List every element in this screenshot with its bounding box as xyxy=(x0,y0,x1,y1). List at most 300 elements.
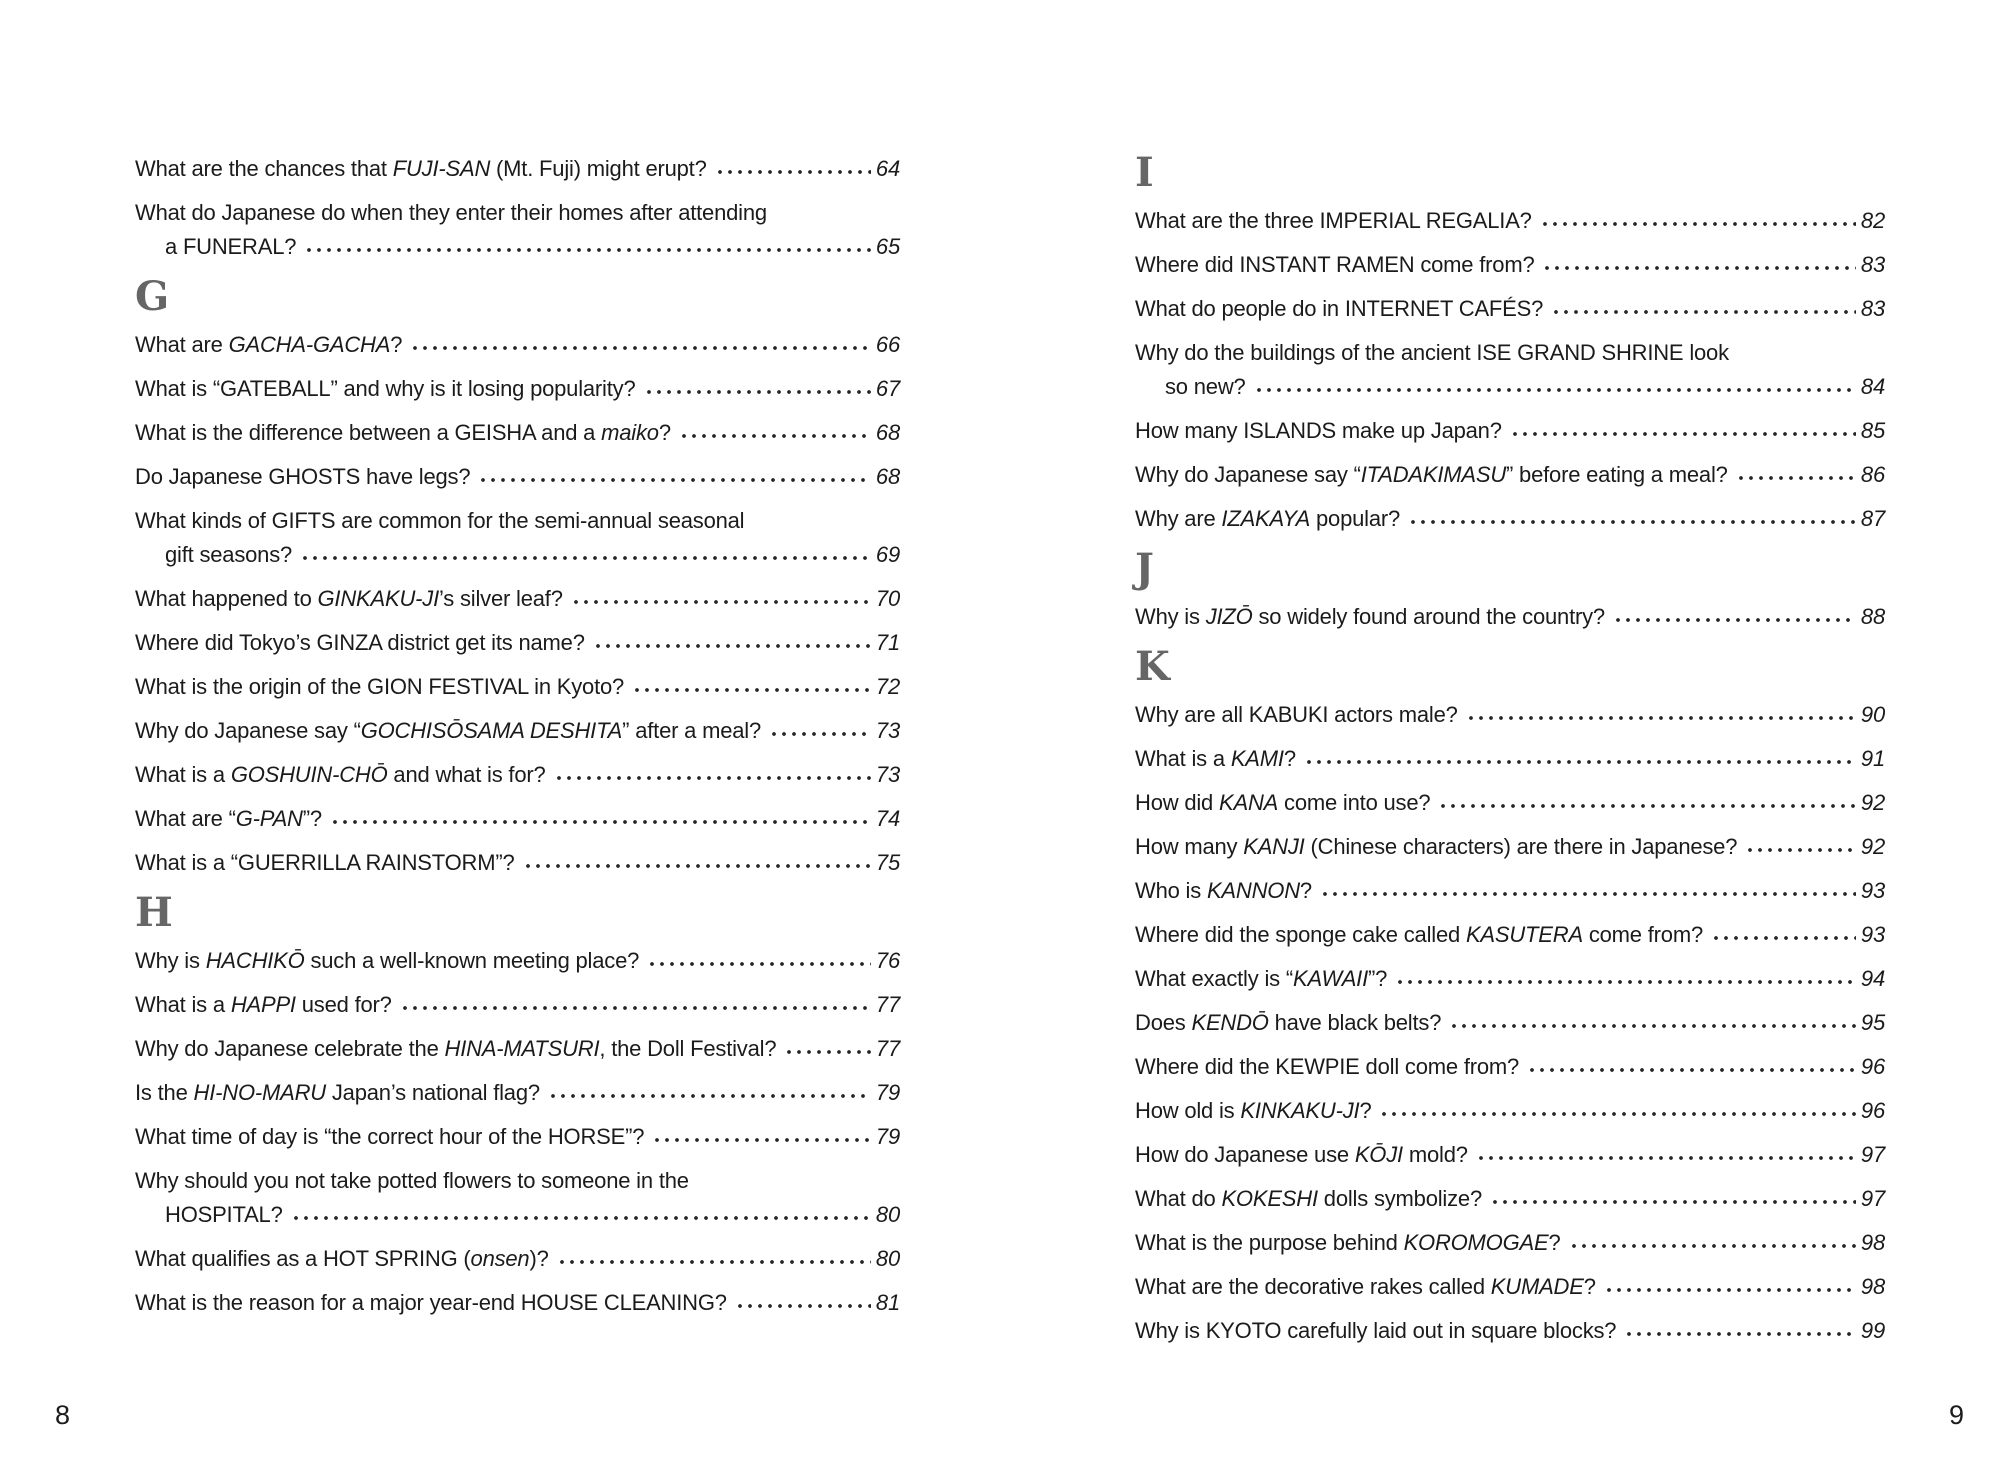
text-run: How do Japanese use xyxy=(1135,1142,1355,1167)
dot-leader xyxy=(1510,414,1856,448)
text-run: ” after a meal? xyxy=(622,718,762,743)
toc-entry xyxy=(1135,292,1885,326)
dot-leader xyxy=(735,1286,871,1320)
toc-page-number: 68 xyxy=(875,464,900,489)
section-header-J: J xyxy=(1135,545,1155,592)
dot-leader xyxy=(1395,962,1856,996)
dot-leader xyxy=(1745,830,1856,864)
toc-entry-text xyxy=(1165,370,1246,404)
toc-entry-line xyxy=(1135,336,1885,370)
italic-term: JIZŌ xyxy=(1205,604,1253,629)
toc-entry-line xyxy=(1135,292,1885,326)
dot-leader xyxy=(1604,1270,1856,1304)
toc-page-number: 64 xyxy=(875,156,900,181)
toc-left-column xyxy=(135,152,900,1330)
text-run: What is the difference between a GEISHA and a xyxy=(135,420,602,445)
toc-page-number: 80 xyxy=(875,1202,900,1227)
italic-term: KANA xyxy=(1219,790,1279,815)
text-run: ? xyxy=(390,332,403,357)
dot-leader xyxy=(1624,1314,1856,1348)
toc-entry-text xyxy=(1135,292,1543,326)
toc-page-number: 98 xyxy=(1860,1274,1885,1299)
text-run: ? xyxy=(658,420,671,445)
text-run: have black belts? xyxy=(1268,1010,1442,1035)
toc-entry-text xyxy=(1135,1226,1561,1260)
toc-entry-line xyxy=(135,1242,900,1276)
toc-entry-text xyxy=(1135,1094,1371,1128)
text-run: Why are xyxy=(1135,506,1222,531)
section-header-K: K xyxy=(1135,643,1171,690)
toc-entry xyxy=(1135,1050,1885,1084)
toc-page-number: 66 xyxy=(875,332,900,357)
toc-entry xyxy=(135,802,900,836)
text-run: come from? xyxy=(1582,922,1703,947)
toc-entry-text xyxy=(165,1198,283,1232)
toc-page-number: 85 xyxy=(1860,418,1885,443)
dot-leader xyxy=(1379,1094,1855,1128)
text-run: What time of day is “the correct hour of the HORSE”? xyxy=(135,1124,645,1149)
toc-entry xyxy=(1135,248,1885,282)
italic-term: GOCHISŌSAMA DESHITA xyxy=(360,718,623,743)
dot-leader xyxy=(652,1120,871,1154)
toc-entry-line xyxy=(1135,1138,1885,1172)
text-run: so widely found around the country? xyxy=(1252,604,1605,629)
toc-entry-line xyxy=(135,504,900,538)
dot-leader xyxy=(548,1076,871,1110)
toc-entry-text xyxy=(1135,1006,1441,1040)
toc-entry xyxy=(1135,458,1885,492)
toc-entry-text xyxy=(135,1032,776,1066)
text-run: ? xyxy=(1548,1230,1561,1255)
toc-entry-text xyxy=(1135,1138,1468,1172)
text-run: ? xyxy=(1583,1274,1596,1299)
toc-entry xyxy=(1135,336,1885,404)
text-run: Why do Japanese say “ xyxy=(1135,462,1361,487)
text-run: ’s silver leaf? xyxy=(438,586,563,611)
text-run: What is a xyxy=(135,992,231,1017)
toc-page-number: 75 xyxy=(875,850,900,875)
text-run: ” before eating a meal? xyxy=(1506,462,1728,487)
toc-entry-text xyxy=(135,416,671,450)
text-run: What is “GATEBALL” and why is it losing popularity? xyxy=(135,376,636,401)
text-run: How did xyxy=(1135,790,1219,815)
toc-entry xyxy=(1135,1182,1885,1216)
text-run: ”? xyxy=(302,806,322,831)
toc-entry-text xyxy=(135,152,707,186)
toc-entry xyxy=(135,372,900,406)
italic-term: G-PAN xyxy=(235,806,303,831)
toc-entry-text xyxy=(135,670,624,704)
toc-entry-text xyxy=(1135,962,1387,996)
toc-entry-line xyxy=(135,944,900,978)
toc-entry-text xyxy=(135,328,402,362)
toc-entry-text xyxy=(1135,918,1703,952)
toc-page-number: 73 xyxy=(875,762,900,787)
italic-term: KOROMOGAE xyxy=(1403,1230,1549,1255)
dot-leader xyxy=(571,582,871,616)
toc-entry-line xyxy=(135,626,900,660)
text-run: What is the origin of the GION FESTIVAL in Kyoto? xyxy=(135,674,625,699)
toc-entry xyxy=(1135,204,1885,238)
toc-entry-line xyxy=(1135,1182,1885,1216)
italic-term: GOSHUIN-CHŌ xyxy=(230,762,388,787)
italic-term: HACHIKŌ xyxy=(205,948,305,973)
text-run: ? xyxy=(1283,746,1296,771)
toc-page-number: 69 xyxy=(875,542,900,567)
toc-entry xyxy=(135,944,900,978)
dot-leader xyxy=(304,230,871,264)
toc-entry xyxy=(135,1286,900,1320)
text-run: and what is for? xyxy=(387,762,546,787)
toc-entry-line xyxy=(135,196,900,230)
toc-entry xyxy=(1135,830,1885,864)
toc-page-number: 93 xyxy=(1860,878,1885,903)
toc-entry xyxy=(135,626,900,660)
text-run: What is a “GUERRILLA RAINSTORM”? xyxy=(135,850,515,875)
toc-entry xyxy=(135,460,900,494)
italic-term: KŌJI xyxy=(1354,1142,1403,1167)
dot-leader xyxy=(644,372,871,406)
toc-entry-line xyxy=(1135,786,1885,820)
section-header-I: I xyxy=(1135,149,1155,196)
toc-page-number: 86 xyxy=(1860,462,1885,487)
toc-page-number: 96 xyxy=(1860,1098,1885,1123)
toc-page-number: 90 xyxy=(1860,702,1885,727)
text-run: used for? xyxy=(295,992,392,1017)
toc-entry-text xyxy=(1135,204,1532,238)
text-run: Where did the KEWPIE doll come from? xyxy=(1135,1054,1520,1079)
toc-entry xyxy=(135,714,900,748)
toc-page-number: 96 xyxy=(1860,1054,1885,1079)
toc-page-number: 81 xyxy=(875,1290,900,1315)
toc-entry-line xyxy=(1135,1094,1885,1128)
text-run: dolls symbolize? xyxy=(1317,1186,1482,1211)
toc-entry xyxy=(135,504,900,572)
toc-entry-line xyxy=(1135,742,1885,776)
toc-entry-text xyxy=(135,846,515,880)
toc-entry-line xyxy=(135,1198,900,1232)
dot-leader xyxy=(557,1242,871,1276)
italic-term: maiko xyxy=(601,420,659,445)
toc-entry xyxy=(135,1032,900,1066)
italic-term: FUJI-SAN xyxy=(392,156,491,181)
toc-entry-line xyxy=(135,1032,900,1066)
toc-entry-text xyxy=(1135,502,1400,536)
italic-term: KANJI xyxy=(1243,834,1305,859)
toc-entry-line xyxy=(1135,370,1885,404)
toc-entry-line xyxy=(1135,248,1885,282)
toc-entry-text xyxy=(135,460,470,494)
toc-page-number: 97 xyxy=(1860,1142,1885,1167)
toc-page-number: 68 xyxy=(875,420,900,445)
text-run: , the Doll Festival? xyxy=(599,1036,777,1061)
toc-entry-text xyxy=(1135,1314,1616,1348)
toc-entry-line xyxy=(1135,962,1885,996)
dot-leader xyxy=(1438,786,1856,820)
toc-entry-text xyxy=(1135,1050,1519,1084)
toc-entry xyxy=(1135,962,1885,996)
toc-entry-line xyxy=(1135,830,1885,864)
text-run: ”? xyxy=(1368,966,1388,991)
toc-entry xyxy=(135,1164,900,1232)
text-run: What is a xyxy=(1135,746,1231,771)
dot-leader xyxy=(1254,370,1856,404)
toc-entry xyxy=(135,1120,900,1154)
text-run: )? xyxy=(529,1246,549,1271)
text-run: HOSPITAL? xyxy=(165,1202,283,1227)
dot-leader xyxy=(1304,742,1856,776)
toc-entry-line xyxy=(135,152,900,186)
italic-term: ITADAKIMASU xyxy=(1360,462,1507,487)
toc-entry xyxy=(135,758,900,792)
text-run: What are “ xyxy=(135,806,236,831)
text-run: Why should you not take potted flowers to someone in the xyxy=(135,1168,689,1193)
toc-entry-text xyxy=(135,988,392,1022)
toc-entry-line xyxy=(1135,1226,1885,1260)
section-header-H: H xyxy=(135,889,174,936)
text-run: What do Japanese do when they enter their homes after attending xyxy=(135,200,767,225)
text-run: How many xyxy=(1135,834,1244,859)
toc-entry-line xyxy=(1135,414,1885,448)
toc-entry-text xyxy=(135,714,761,748)
toc-page-number: 72 xyxy=(875,674,900,699)
toc-entry xyxy=(135,416,900,450)
dot-leader xyxy=(478,460,871,494)
italic-term: KANNON xyxy=(1206,878,1300,903)
toc-page-number: 98 xyxy=(1860,1230,1885,1255)
dot-leader xyxy=(1476,1138,1856,1172)
toc-page-number: 76 xyxy=(875,948,900,973)
dot-leader xyxy=(1569,1226,1856,1260)
toc-page-number: 77 xyxy=(875,992,900,1017)
dot-leader xyxy=(1527,1050,1856,1084)
toc-page-number: 88 xyxy=(1860,604,1885,629)
toc-entry-line xyxy=(1135,1050,1885,1084)
toc-entry xyxy=(1135,502,1885,536)
dot-leader xyxy=(400,988,871,1022)
toc-entry-line xyxy=(135,1286,900,1320)
toc-entry-text xyxy=(135,582,563,616)
toc-entry-text xyxy=(1135,458,1728,492)
toc-entry-text xyxy=(135,1286,727,1320)
text-run: Why are all KABUKI actors male? xyxy=(1135,702,1458,727)
toc-entry-text xyxy=(135,1168,689,1193)
text-run: ? xyxy=(1359,1098,1372,1123)
toc-entry-line xyxy=(135,1076,900,1110)
text-run: How old is xyxy=(1135,1098,1241,1123)
dot-leader xyxy=(291,1198,871,1232)
toc-entry xyxy=(135,582,900,616)
dot-leader xyxy=(1449,1006,1856,1040)
italic-term: HINA-MATSURI xyxy=(444,1036,600,1061)
footer-page-number-left: 8 xyxy=(55,1400,71,1430)
dot-leader xyxy=(1490,1182,1856,1216)
toc-entry xyxy=(1135,414,1885,448)
text-run: What qualifies as a HOT SPRING ( xyxy=(135,1246,471,1271)
toc-entry-text xyxy=(135,1120,644,1154)
text-run: (Chinese characters) are there in Japanese? xyxy=(1304,834,1738,859)
toc-entry xyxy=(1135,742,1885,776)
toc-page-number: 91 xyxy=(1860,746,1885,771)
italic-term: KASUTERA xyxy=(1465,922,1583,947)
toc-entry-line xyxy=(135,372,900,406)
italic-term: IZAKAYA xyxy=(1221,506,1311,531)
toc-entry-line xyxy=(135,230,900,264)
text-run: Is the xyxy=(135,1080,194,1105)
toc-page-number: 77 xyxy=(875,1036,900,1061)
toc-page-number: 92 xyxy=(1860,834,1885,859)
toc-entry-line xyxy=(135,802,900,836)
toc-entry xyxy=(135,1242,900,1276)
toc-page-number: 71 xyxy=(875,630,900,655)
toc-page-number: 95 xyxy=(1860,1010,1885,1035)
toc-entry-text xyxy=(135,802,322,836)
toc-entry xyxy=(135,670,900,704)
text-run: Japan’s national flag? xyxy=(325,1080,540,1105)
text-run: Why is xyxy=(1135,604,1206,629)
toc-page-number: 82 xyxy=(1860,208,1885,233)
footer-page-number-right: 9 xyxy=(1948,1400,1964,1430)
toc-entry xyxy=(135,988,900,1022)
dot-leader xyxy=(1408,502,1856,536)
text-run: How many ISLANDS make up Japan? xyxy=(1135,418,1502,443)
toc-entry-line xyxy=(1135,1270,1885,1304)
toc-entry xyxy=(1135,1270,1885,1304)
toc-right-column xyxy=(1135,149,1885,1358)
text-run: so new? xyxy=(1165,374,1246,399)
toc-page-number: 65 xyxy=(875,234,900,259)
text-run: ? xyxy=(1299,878,1312,903)
toc-page-number: 94 xyxy=(1860,966,1885,991)
toc-entry-line xyxy=(1135,600,1885,634)
toc-entry xyxy=(1135,1226,1885,1260)
text-run: What are the decorative rakes called xyxy=(1135,1274,1491,1299)
text-run: What happened to xyxy=(135,586,318,611)
dot-leader xyxy=(410,328,871,362)
toc-entry-text xyxy=(135,200,767,225)
text-run: What do people do in INTERNET CAFÉS? xyxy=(1135,296,1544,321)
italic-term: KENDŌ xyxy=(1191,1010,1269,1035)
text-run: What kinds of GIFTS are common for the semi-annual seasonal xyxy=(135,508,745,533)
text-run: What is a xyxy=(135,762,231,787)
toc-page-number: 93 xyxy=(1860,922,1885,947)
toc-entry-text xyxy=(1135,1182,1482,1216)
toc-entry-text xyxy=(135,1242,549,1276)
italic-term: KAWAII xyxy=(1292,966,1369,991)
italic-term: KUMADE xyxy=(1490,1274,1584,1299)
toc-entry-line xyxy=(135,460,900,494)
text-run: mold? xyxy=(1402,1142,1468,1167)
text-run: Where did Tokyo’s GINZA district get its name? xyxy=(135,630,585,655)
toc-entry-line xyxy=(1135,1006,1885,1040)
toc-entry-line xyxy=(135,670,900,704)
dot-leader xyxy=(1540,204,1856,238)
text-run: gift seasons? xyxy=(165,542,293,567)
italic-term: HAPPI xyxy=(230,992,296,1017)
toc-entry-line xyxy=(135,1164,900,1198)
toc-entry-line xyxy=(135,538,900,572)
section-header-G: G xyxy=(135,273,171,320)
dot-leader xyxy=(1320,874,1856,908)
toc-entry-line xyxy=(135,328,900,362)
text-run: popular? xyxy=(1310,506,1401,531)
italic-term: onsen xyxy=(470,1246,530,1271)
toc-entry-line xyxy=(1135,1314,1885,1348)
text-run: Why is xyxy=(135,948,206,973)
toc-entry-line xyxy=(1135,204,1885,238)
toc-entry-text xyxy=(1135,830,1737,864)
italic-term: GINKAKU-JI xyxy=(317,586,439,611)
dot-leader xyxy=(300,538,871,572)
italic-term: KOKESHI xyxy=(1221,1186,1318,1211)
toc-entry xyxy=(1135,698,1885,732)
toc-page-number: 73 xyxy=(875,718,900,743)
text-run: Who is xyxy=(1135,878,1207,903)
dot-leader xyxy=(679,416,871,450)
toc-page-number: 97 xyxy=(1860,1186,1885,1211)
text-run: What is the purpose behind xyxy=(1135,1230,1404,1255)
toc-entry-text xyxy=(1135,600,1605,634)
toc-page-number: 80 xyxy=(875,1246,900,1271)
toc-entry-text xyxy=(135,372,636,406)
toc-entry-line xyxy=(135,988,900,1022)
dot-leader xyxy=(632,670,871,704)
text-run: come into use? xyxy=(1278,790,1431,815)
toc-entry-text xyxy=(135,626,585,660)
toc-page-number: 74 xyxy=(875,806,900,831)
toc-entry-line xyxy=(135,1120,900,1154)
toc-page-number: 92 xyxy=(1860,790,1885,815)
toc-entry xyxy=(1135,918,1885,952)
toc-entry-text xyxy=(1135,742,1296,776)
dot-leader xyxy=(1736,458,1856,492)
text-run: Why is KYOTO carefully laid out in square blocks? xyxy=(1135,1318,1617,1343)
toc-entry-text xyxy=(165,538,292,572)
toc-entry xyxy=(1135,874,1885,908)
toc-entry xyxy=(1135,1314,1885,1348)
toc-page-number: 99 xyxy=(1860,1318,1885,1343)
toc-entry xyxy=(135,846,900,880)
dot-leader xyxy=(1542,248,1855,282)
toc-entry-text xyxy=(135,1076,540,1110)
text-run: What are the three IMPERIAL REGALIA? xyxy=(1135,208,1532,233)
text-run: What are xyxy=(135,332,229,357)
toc-entry-line xyxy=(135,416,900,450)
dot-leader xyxy=(330,802,871,836)
dot-leader xyxy=(784,1032,871,1066)
italic-term: HI-NO-MARU xyxy=(193,1080,326,1105)
text-run: Where did the sponge cake called xyxy=(1135,922,1466,947)
dot-leader xyxy=(523,846,871,880)
italic-term: KAMI xyxy=(1230,746,1284,771)
dot-leader xyxy=(769,714,871,748)
text-run: What is the reason for a major year-end HOUSE CLEANING? xyxy=(135,1290,727,1315)
toc-entry-line xyxy=(1135,918,1885,952)
toc-entry xyxy=(1135,1094,1885,1128)
toc-entry-text xyxy=(135,758,546,792)
toc-entry-line xyxy=(135,846,900,880)
toc-page-number: 79 xyxy=(875,1124,900,1149)
text-run: What exactly is “ xyxy=(1135,966,1293,991)
toc-entry-line xyxy=(1135,698,1885,732)
italic-term: GACHA-GACHA xyxy=(228,332,391,357)
toc-entry-text xyxy=(1135,248,1534,282)
toc-entry-line xyxy=(1135,874,1885,908)
toc-entry xyxy=(135,196,900,264)
toc-entry-text xyxy=(1135,1270,1596,1304)
toc-entry-text xyxy=(1135,786,1430,820)
toc-entry-text xyxy=(1135,414,1502,448)
